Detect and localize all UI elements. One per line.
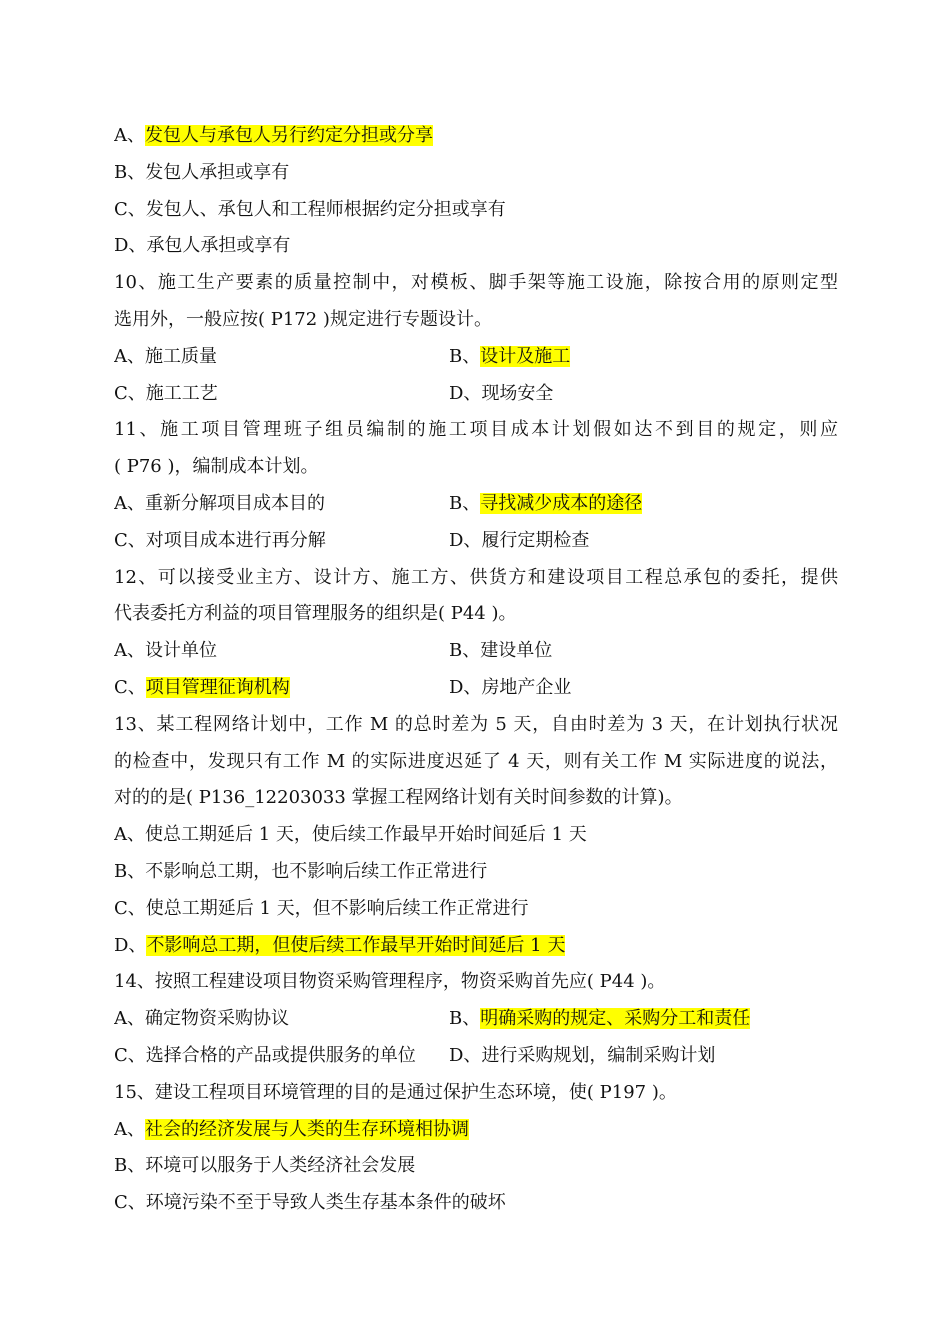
- q12-options-row-2: [114, 670, 838, 707]
- option-prefix: D、: [114, 934, 147, 956]
- q13-option-c: [114, 891, 838, 928]
- q14-option-a: [114, 1001, 449, 1038]
- q11-options-row-2: [114, 523, 838, 560]
- q11-stem-line-1: 11、施工项目管理班子组员编制的施工项目成本计划假如达不到目的规定，则应: [114, 419, 838, 441]
- q11-option-b: [449, 486, 838, 523]
- option-text: 发包人、承包人和工程师根据约定分担或享有: [145, 198, 506, 220]
- option-prefix: A、: [114, 1118, 145, 1140]
- option-prefix: A、: [114, 492, 145, 514]
- option-text: 环境可以服务于人类经济社会发展: [145, 1155, 416, 1177]
- option-prefix: C、: [114, 1044, 146, 1066]
- q11-options-row-1: [114, 486, 838, 523]
- q15-stem-line-1: 15、建设工程项目环境管理的目的是通过保护生态环境，使( P197 )。: [114, 1081, 677, 1103]
- highlighted-answer: 设计及施工: [480, 345, 571, 367]
- option-text: 施工工艺: [145, 382, 218, 404]
- q10-options-row-2: [114, 376, 838, 413]
- q9-option-b: [114, 155, 838, 192]
- q13-option-a: [114, 817, 838, 854]
- option-text: 施工质量: [145, 345, 217, 367]
- option-prefix: D、: [114, 235, 147, 257]
- q12-option-c: [114, 670, 449, 707]
- option-text: 使总工期延后 1 天，但不影响后续工作正常进行: [145, 897, 529, 919]
- option-prefix: C、: [114, 676, 146, 698]
- q14-option-c: [114, 1038, 449, 1075]
- q13-stem-line-3: 对的的是( P136_12203033 掌握工程网络计划有关时间参数的计算)。: [114, 787, 683, 809]
- option-text: 对项目成本进行再分解: [145, 529, 326, 551]
- q10-option-d: [449, 376, 838, 413]
- option-prefix: A、: [114, 1008, 145, 1030]
- q13-stem-line-2: 的检查中，发现只有工作 M 的实际进度迟延了 4 天，则有关工作 M 实际进度的说法，: [114, 750, 838, 772]
- option-text: 设计单位: [145, 640, 217, 662]
- q9-option-d: [114, 228, 838, 265]
- option-text: 发包人承担或享有: [145, 161, 290, 183]
- q10-option-b: [449, 339, 838, 376]
- option-prefix: B、: [449, 345, 481, 367]
- option-prefix: A、: [114, 345, 145, 367]
- option-text: 不影响总工期，也不影响后续工作正常进行: [145, 860, 488, 882]
- q11-option-a: [114, 486, 449, 523]
- q10-stem-line-1: 10、施工生产要素的质量控制中，对模板、脚手架等施工设施，除按合用的原则定型: [114, 272, 838, 294]
- option-prefix: B、: [114, 1155, 146, 1177]
- option-text: 房地产企业: [481, 676, 572, 698]
- option-prefix: B、: [114, 161, 146, 183]
- q12-option-b: [449, 633, 838, 670]
- q11-stem-line-2: ( P76 )，编制成本计划。: [114, 456, 319, 478]
- option-prefix: C、: [114, 1192, 146, 1214]
- option-text: 承包人承担或享有: [146, 235, 291, 257]
- q14-option-b: [449, 1001, 838, 1038]
- q12-option-a: [114, 633, 449, 670]
- option-prefix: A、: [114, 640, 145, 662]
- option-text: 重新分解项目成本目的: [145, 492, 325, 514]
- highlighted-answer: 不影响总工期，但使后续工作最早开始时间延后 1 天: [146, 934, 566, 956]
- q11-option-d: [449, 523, 838, 560]
- option-prefix: D、: [449, 1044, 482, 1066]
- q13-option-d: [114, 928, 838, 965]
- highlighted-answer: 发包人与承包人另行约定分担或分享: [145, 125, 433, 146]
- q12-stem-line-2: 代表委托方利益的项目管理服务的组织是( P44 )。: [114, 603, 517, 625]
- q14-stem-line-1: 14、按照工程建设项目物资采购管理程序，物资采购首先应( P44 )。: [114, 971, 666, 993]
- option-text: 现场安全: [481, 382, 554, 404]
- q10-options-row-1: [114, 339, 838, 376]
- q9-option-a: [114, 118, 838, 155]
- option-prefix: C、: [114, 198, 146, 220]
- q9-option-c: [114, 192, 838, 229]
- option-prefix: B、: [449, 640, 481, 662]
- option-text: 履行定期检查: [481, 529, 590, 551]
- q13-option-b: [114, 854, 838, 891]
- q12-options-row-1: [114, 633, 838, 670]
- highlighted-answer: 寻找减少成本的途径: [480, 492, 643, 514]
- q10-option-c: [114, 376, 449, 413]
- option-text: 建设单位: [480, 640, 553, 662]
- option-prefix: C、: [114, 382, 146, 404]
- option-prefix: D、: [449, 529, 482, 551]
- option-prefix: A、: [114, 125, 145, 146]
- q14-options-row-2: [114, 1038, 838, 1075]
- option-prefix: B、: [449, 1008, 481, 1030]
- q11-option-c: [114, 523, 449, 560]
- q15-option-b: [114, 1148, 838, 1185]
- q12-option-d: [449, 670, 838, 707]
- q12-stem-line-1: 12、可以接受业主方、设计方、施工方、供货方和建设项目工程总承包的委托，提供: [114, 566, 838, 588]
- option-prefix: C、: [114, 897, 146, 919]
- highlighted-answer: 项目管理征询机构: [145, 676, 290, 698]
- option-prefix: B、: [114, 860, 146, 882]
- option-prefix: D、: [449, 382, 482, 404]
- option-text: 使总工期延后 1 天，使后续工作最早开始时间延后 1 天: [145, 824, 587, 846]
- q15-option-a: [114, 1112, 838, 1149]
- option-prefix: C、: [114, 529, 146, 551]
- option-text: 环境污染不至于导致人类生存基本条件的破坏: [145, 1192, 506, 1214]
- q10-stem-line-2: 选用外，一般应按( P172 )规定进行专题设计。: [114, 308, 492, 330]
- option-prefix: A、: [114, 824, 145, 846]
- q13-stem-line-1: 13、某工程网络计划中，工作 M 的总时差为 5 天，自由时差为 3 天，在计划执行状况: [114, 713, 838, 735]
- option-text: 选择合格的产品或提供服务的单位: [145, 1044, 416, 1066]
- q10-option-a: [114, 339, 449, 376]
- option-prefix: D、: [449, 676, 482, 698]
- q14-options-row-1: [114, 1001, 838, 1038]
- exam-page: [114, 118, 838, 1222]
- option-text: 确定物资采购协议: [145, 1008, 289, 1030]
- highlighted-answer: 社会的经济发展与人类的生存环境相协调: [145, 1118, 469, 1140]
- option-prefix: B、: [449, 492, 481, 514]
- highlighted-answer: 明确采购的规定、采购分工和责任: [480, 1008, 751, 1030]
- q15-option-c: [114, 1185, 838, 1222]
- q14-option-d: [449, 1038, 838, 1075]
- option-text: 进行采购规划，编制采购计划: [481, 1044, 716, 1066]
